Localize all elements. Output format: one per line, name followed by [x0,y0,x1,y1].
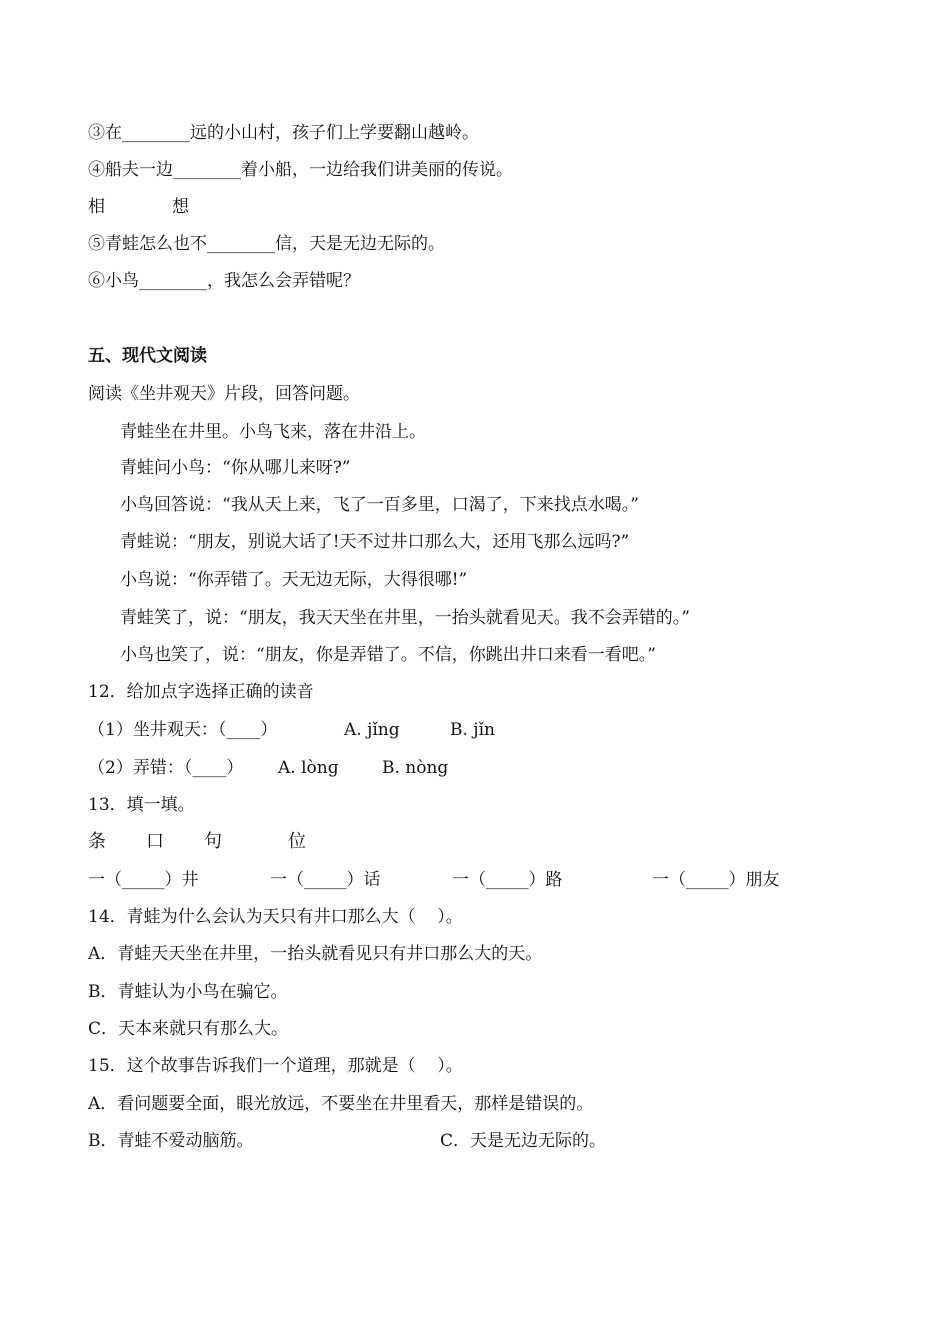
passage-line: 青蛙笑了，说：“朋友，我天天坐在井里，一抬头就看见天。我不会弄错的。” [120,608,690,628]
q12-part1-label: （1）坐井观天：（____） [88,720,278,740]
measure-blank: 一（_____）话 [270,870,381,890]
word-choice-b: 想 [172,197,189,217]
question-15-stem: 15．这个故事告诉我们一个道理，那就是（ ）。 [88,1056,463,1076]
q15-option-b: B．青蛙不爱动脑筋。 [88,1131,254,1151]
q12-part2-label: （2）弄错：（____） [88,758,244,778]
passage-line: 小鸟也笑了，说：“朋友，你是弄错了。不信，你跳出井口来看一看吧。” [120,645,656,665]
measure-word: 句 [204,831,222,852]
fill-item-5: ⑤青蛙怎么也不________信，天是无边无际的。 [88,234,445,254]
measure-blank: 一（_____）路 [452,870,563,890]
question-13-stem: 13．填一填。 [88,795,195,815]
passage-line: 青蛙说：“朋友，别说大话了!天不过井口那么大，还用飞那么远吗?” [120,532,630,552]
reading-instruction: 阅读《坐井观天》片段，回答问题。 [88,384,360,404]
section-title: 五、现代文阅读 [88,346,207,366]
passage-line: 青蛙坐在井里。小鸟飞来，落在井沿上。 [120,422,426,442]
measure-word: 位 [288,831,306,852]
q14-option-a: A．青蛙天天坐在井里，一抬头就看见只有井口那么大的天。 [88,944,543,964]
q12-part1-option-b: B. jǐn [450,720,495,740]
q15-option-a: A．看问题要全面，眼光放远，不要坐在井里看天，那样是错误的。 [88,1094,594,1114]
q14-option-b: B．青蛙认为小鸟在骗它。 [88,982,288,1002]
fill-item-4: ④船夫一边________着小船，一边给我们讲美丽的传说。 [88,160,513,180]
fill-item-6: ⑥小鸟________，我怎么会弄错呢？ [88,271,360,291]
q12-part1-option-a: A. jǐng [344,720,400,740]
measure-word: 条 [88,831,106,852]
q12-part2-option-a: A. lònɡ [278,758,339,778]
measure-blank: 一（_____）井 [88,870,199,890]
measure-word: 口 [146,831,164,852]
passage-line: 小鸟回答说：“我从天上来，飞了一百多里，口渴了，下来找点水喝。” [120,495,639,515]
question-14-stem: 14．青蛙为什么会认为天只有井口那么大（ ）。 [88,907,463,927]
q15-option-c: C．天是无边无际的。 [440,1131,607,1151]
fill-item-3: ③在________远的小山村，孩子们上学要翻山越岭。 [88,123,479,143]
passage-line: 小鸟说：“你弄错了。天无边无际，大得很哪!” [120,570,468,590]
passage-line: 青蛙问小鸟：“你从哪儿来呀?” [120,458,351,478]
word-choice-a: 相 [88,197,105,217]
q12-part2-option-b: B. nòng [382,758,449,778]
question-12-stem: 12．给加点字选择正确的读音 [88,682,314,702]
measure-blank: 一（_____）朋友 [652,870,780,890]
q14-option-c: C．天本来就只有那么大。 [88,1019,289,1039]
